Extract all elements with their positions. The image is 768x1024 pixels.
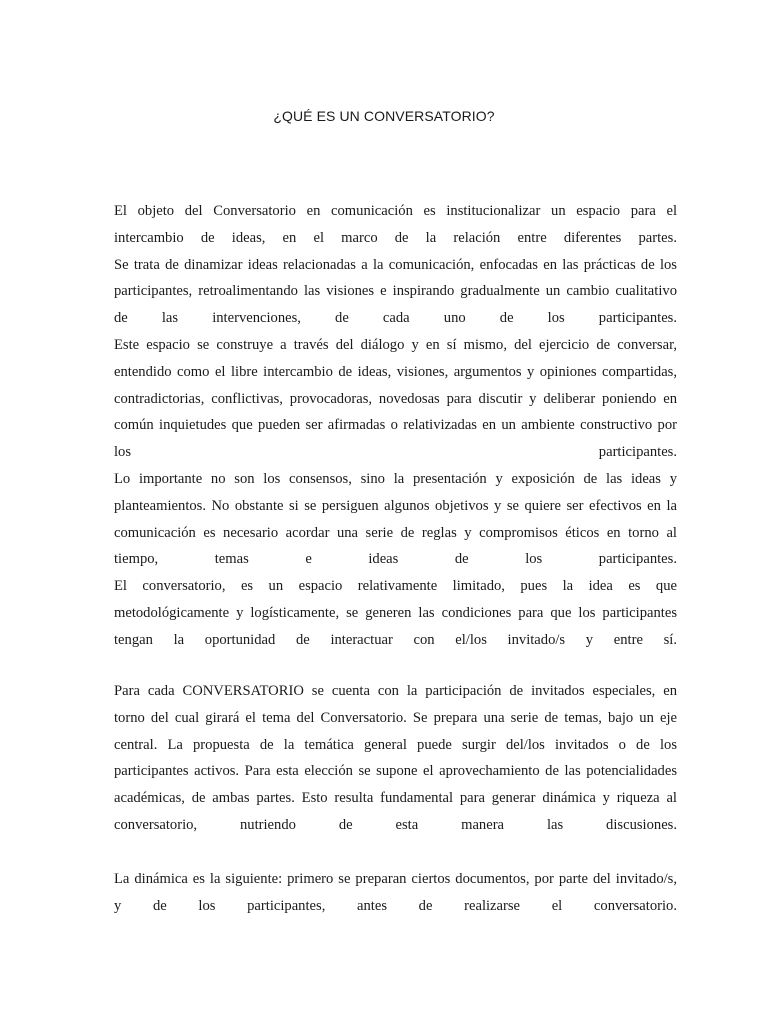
text-line: tiempo, temas e ideas de los participantes. [114, 551, 677, 568]
text-line: conversatorio, nutriendo de esta manera las discusiones. [114, 816, 677, 833]
text-line: académicas, de ambas partes. Esto resulta fundamental para generar dinámica y riqueza al [114, 790, 677, 807]
text-line: La dinámica es la siguiente: primero se preparan ciertos documentos, por parte del invitado/s, [114, 871, 677, 887]
document-title: ¿QUÉ ES UN CONVERSATORIO? [273, 108, 495, 124]
text-line: Para cada CONVERSATORIO se cuenta con la participación de invitados especiales, en [114, 683, 677, 699]
text-line: metodológicamente y logísticamente, se generen las condiciones para que los participantes [114, 604, 677, 621]
text-line: participantes, retroalimentando las visiones e inspirando gradualmente un cambio cualitativo [114, 283, 677, 300]
text-line: de las intervenciones, de cada uno de los participantes. [114, 310, 677, 327]
text-line: común inquietudes que pueden ser afirmadas o relativizadas en un ambiente constructivo por [114, 417, 677, 434]
text-line: tengan la oportunidad de interactuar con el/los invitado/s y entre sí. [114, 631, 677, 648]
text-line: entendido como el libre intercambio de ideas, visiones, argumentos y opiniones compartidas, [114, 363, 677, 380]
text-line: Lo importante no son los consensos, sino la presentación y exposición de las ideas y [114, 470, 677, 487]
text-line: torno del cual girará el tema del Conversatorio. Se prepara una serie de temas, bajo un eje [114, 709, 677, 726]
paragraph-dynamics [114, 866, 677, 920]
text-line: Este espacio se construye a través del diálogo y en sí mismo, del ejercicio de conversar, [114, 336, 677, 353]
text-line: central. La propuesta de la temática general puede surgir del/los invitados o de los [114, 736, 677, 753]
text-line: participantes activos. Para esta elección se supone el aprovechamiento de las potencialidades [114, 763, 677, 780]
paragraph-participation [114, 678, 677, 839]
text-line: comunicación es necesario acordar una serie de reglas y compromisos éticos en torno al [114, 524, 677, 541]
text-line: planteamientos. No obstante si se persiguen algunos objetivos y se quiere ser efectivos en la [114, 497, 677, 514]
text-line: intercambio de ideas, en el marco de la relación entre diferentes partes. [114, 229, 677, 246]
text-line: Se trata de dinamizar ideas relacionadas a la comunicación, enfocadas en las prácticas de los [114, 256, 677, 273]
text-line: contradictorias, conflictivas, provocadoras, novedosas para discutir y deliberar poniendo en [114, 390, 677, 407]
paragraph-intro [114, 198, 677, 654]
text-line: y de los participantes, antes de realizarse el conversatorio. [114, 897, 677, 914]
text-line: los participantes. [114, 444, 677, 461]
text-line: El objeto del Conversatorio en comunicación es institucionalizar un espacio para el [114, 203, 677, 219]
text-line: El conversatorio, es un espacio relativamente limitado, pues la idea es que [114, 578, 677, 595]
